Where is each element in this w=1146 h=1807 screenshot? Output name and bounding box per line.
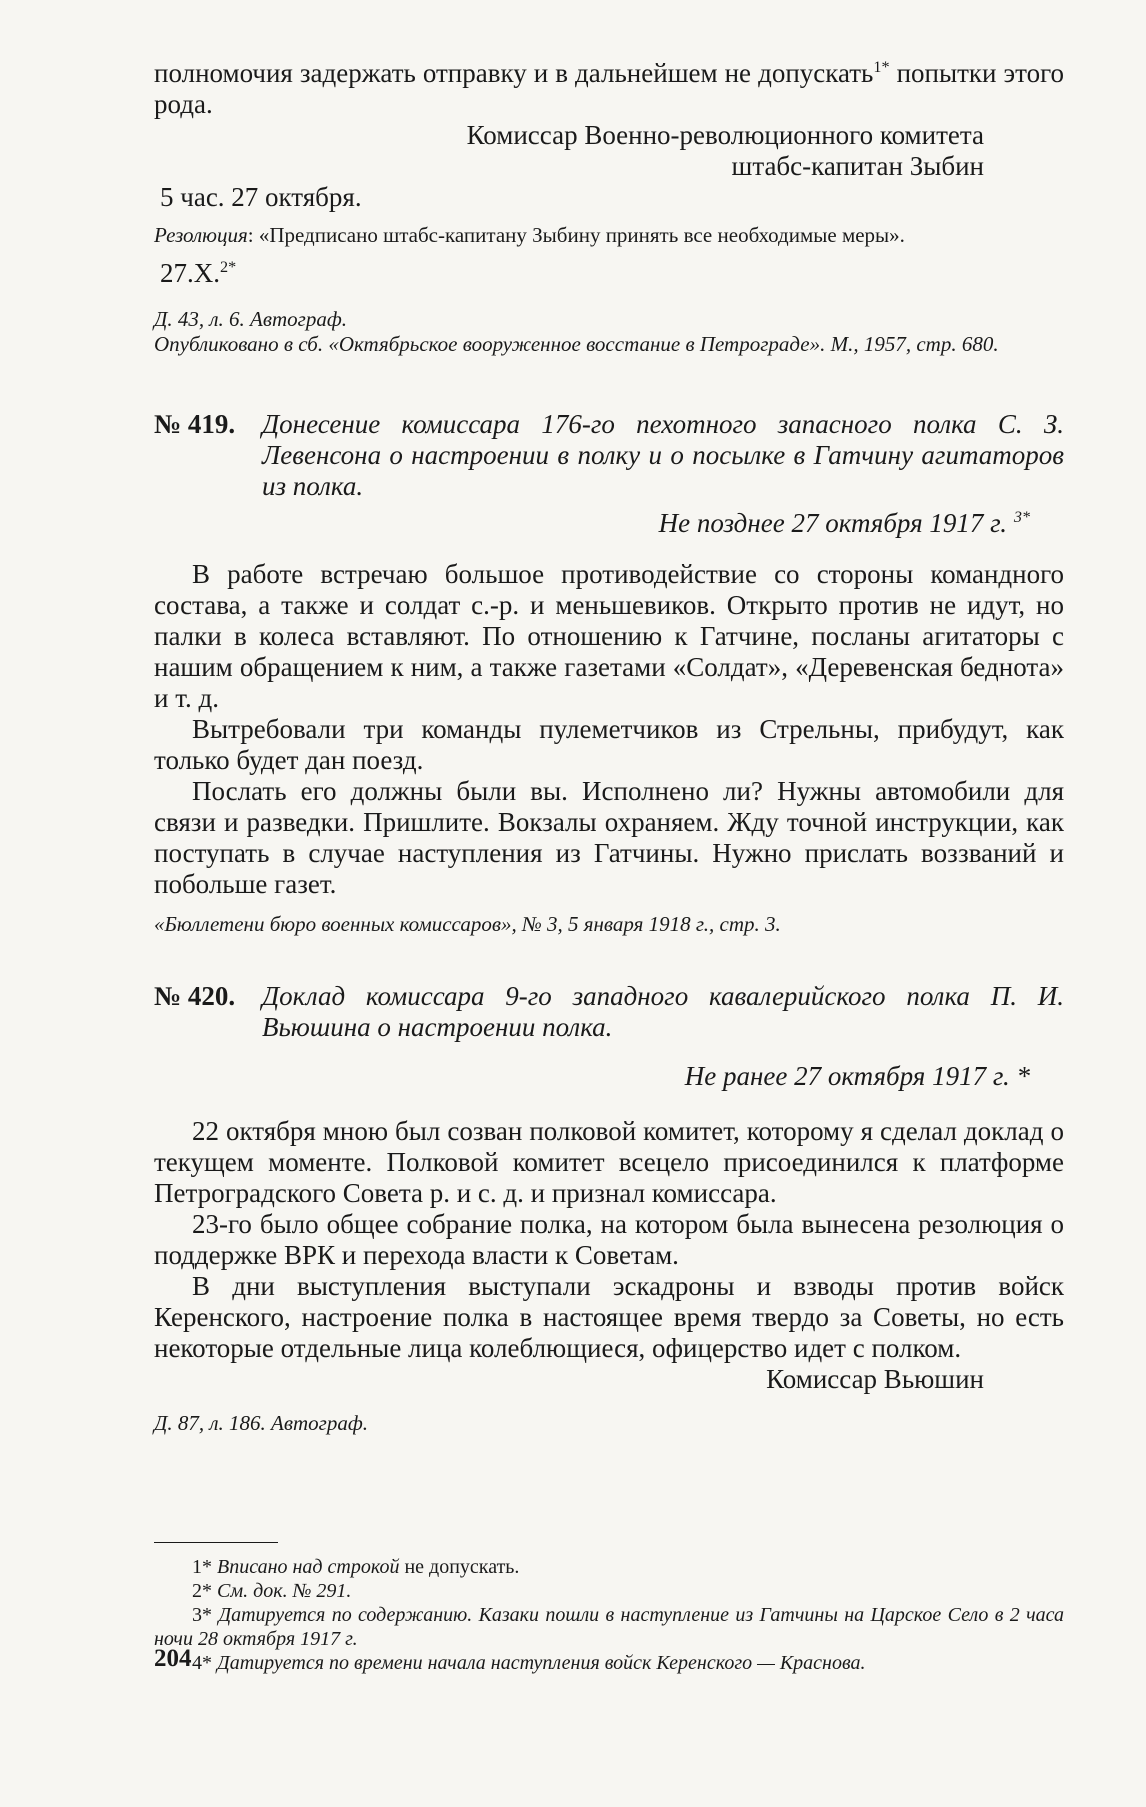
time-line: 5 час. 27 октября.	[160, 182, 362, 212]
footnote-ref-4[interactable]: *	[1016, 1061, 1030, 1091]
doc-419-para-1: В работе встречаю большое противодействие со стороны командного состава, а также и солдат с.-р. и меньшевиков. Открыто против не идут, но палки в колеса вставляют. По отношению к Гатчине, посланы агитаторы с нашим обращением к ним, а также газетами «Солдат», «Деревенская беднота» и т. д.	[154, 559, 1064, 713]
publication-note: Опубликовано в сб. «Октябрьское вооруженное восстание в Петрограде». М., 1957, стр. 680.	[154, 332, 999, 356]
doc-420-para-1: 22 октября мною был созван полковой комитет, которому я сделал доклад о текущем моменте. Полковой комитет всецело присоединился к платформе Петроградского Совета р. и с. д. и признал комиссара.	[154, 1116, 1064, 1208]
doc-420-title: Доклад комиссара 9-го западного кавалерийского полка П. И. Вьюшина о настроении полка.	[262, 981, 1064, 1042]
doc-420-signature: Комиссар Вьюшин	[766, 1364, 984, 1394]
doc-420-para-3: В дни выступления выступали эскадроны и взводы против войск Керенского, настроение полка в настоящее время твердо за Советы, но есть некоторые отдельные лица колеблющиеся, офицерство идет с полком.	[154, 1271, 1064, 1363]
resolution: Резолюция: «Предписано штабс-капитану Зыбину принять все необходимые меры».	[154, 223, 905, 247]
doc-420-date: Не ранее 27 октября 1917 г. *	[684, 1061, 1030, 1091]
doc-420-para-2: 23-го было общее собрание полка, на котором была вынесена резолюция о поддержке ВРК и перехода власти к Советам.	[154, 1209, 1064, 1270]
doc-419-number: № 419.	[154, 409, 236, 439]
doc-419-date: Не позднее 27 октября 1917 г. $^{3*}$	[658, 508, 1030, 538]
resolution-date: 27.X.$^{2*}$	[160, 258, 237, 288]
footnote-ref-1[interactable]: 1*	[873, 58, 890, 76]
doc-420-header	[154, 981, 1064, 1043]
footnote-2: 2* См. док. № 291.	[192, 1580, 352, 1602]
doc-420-number: № 420.	[154, 981, 236, 1011]
footnote-3: 3* Датируется по содержанию. Казаки пошли в наступление из Гатчины на Царское Село в 2 часа ночи 28 октября 1917 г.	[154, 1604, 1065, 1650]
doc-419-title: Донесение комиссара 176-го пехотного запасного полка С. З. Левенсона о настроении в полку и о посылке в Гатчину агитаторов из полка.	[262, 409, 1064, 501]
footnote-1: 1* Вписано над строкой не допускать.	[192, 1556, 520, 1578]
signature-line-1: Комиссар Военно-революционного комитета	[466, 120, 984, 150]
footnote-divider	[154, 1542, 278, 1543]
footnote-4: 4* Датируется по времени начала наступления войск Керенского — Краснова.	[192, 1652, 866, 1674]
page-number: 204	[154, 1645, 192, 1672]
doc-420-source: Д. 87, л. 186. Автограф.	[154, 1411, 368, 1435]
footnote-ref-2[interactable]: 2*	[220, 258, 237, 276]
footnote-ref-3[interactable]: 3*	[1013, 508, 1030, 526]
doc-419-source: «Бюллетени бюро военных комиссаров», № 3, 5 января 1918 г., стр. 3.	[154, 912, 781, 936]
page-content	[154, 58, 1064, 1675]
doc-419-header	[154, 409, 1064, 502]
footnotes-section	[154, 1542, 1064, 1675]
continuation-text: полномочия задержать отправку и в дальнейшем не допускать$^{1*}$ попытки этого рода.	[154, 58, 1064, 119]
signature-line-2: штабс-капитан Зыбин	[731, 151, 984, 181]
doc-419-para-2: Вытребовали три команды пулеметчиков из Стрельны, прибудут, как только будет дан поезд.	[154, 714, 1064, 775]
doc-419-para-3: Послать его должны были вы. Исполнено ли? Нужны автомобили для связи и разведки. Пришлите. Вокзалы охраняем. Жду точной инструкции, как поступать в случае наступления из Гатчины. Нужно прислать воззваний и побольше газет.	[154, 776, 1064, 899]
source-note: Д. 43, л. 6. Автограф.	[154, 307, 347, 331]
